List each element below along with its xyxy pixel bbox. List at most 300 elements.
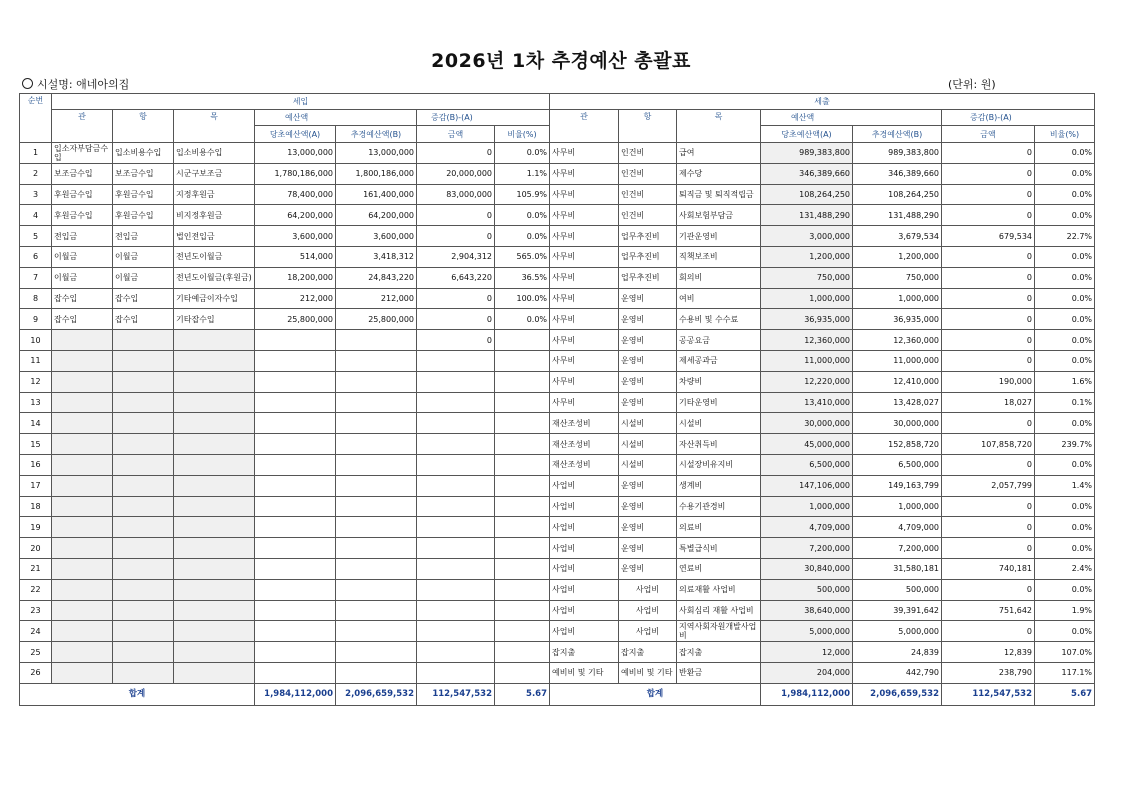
cell-in-mok: 입소비용수입 bbox=[174, 143, 255, 164]
cell-in-hang: 잡수입 bbox=[113, 309, 174, 330]
cell-in-revised bbox=[336, 434, 417, 455]
cell-out-amount: 0 bbox=[942, 538, 1035, 559]
cell-in-gwan bbox=[52, 600, 113, 621]
cell-out-gwan: 사무비 bbox=[550, 226, 619, 247]
table-row bbox=[20, 288, 1095, 309]
cell-in-initial: 25,800,000 bbox=[255, 309, 336, 330]
cell-out-gwan: 사무비 bbox=[550, 267, 619, 288]
cell-out-gwan: 사무비 bbox=[550, 350, 619, 371]
table-row bbox=[20, 538, 1095, 559]
cell-out-amount: 190,000 bbox=[942, 371, 1035, 392]
cell-seq: 14 bbox=[20, 413, 52, 434]
cell-in-hang bbox=[113, 434, 174, 455]
cell-in-revised bbox=[336, 413, 417, 434]
cell-in-gwan bbox=[52, 413, 113, 434]
cell-seq: 5 bbox=[20, 226, 52, 247]
cell-in-ratio: 0.0% bbox=[495, 143, 550, 164]
cell-out-initial: 1,000,000 bbox=[761, 496, 853, 517]
cell-out-ratio: 1.4% bbox=[1035, 475, 1095, 496]
cell-out-hang: 시설비 bbox=[619, 413, 677, 434]
cell-out-revised: 108,264,250 bbox=[853, 184, 942, 205]
cell-out-ratio: 0.0% bbox=[1035, 246, 1095, 267]
table-row bbox=[20, 205, 1095, 226]
cell-out-hang: 사업비 bbox=[619, 579, 677, 600]
cell-in-gwan bbox=[52, 350, 113, 371]
cell-out-amount: 0 bbox=[942, 288, 1035, 309]
cell-out-gwan: 잡지출 bbox=[550, 642, 619, 663]
cell-out-mok: 의료비 bbox=[677, 517, 761, 538]
cell-in-revised: 212,000 bbox=[336, 288, 417, 309]
cell-out-initial: 989,383,800 bbox=[761, 143, 853, 164]
cell-out-ratio: 22.7% bbox=[1035, 226, 1095, 247]
cell-seq: 10 bbox=[20, 330, 52, 351]
cell-out-hang: 인건비 bbox=[619, 205, 677, 226]
cell-in-hang: 입소비용수입 bbox=[113, 143, 174, 164]
header-in-gwan: 관 bbox=[52, 110, 113, 143]
cell-in-hang bbox=[113, 579, 174, 600]
cell-out-hang: 업무추진비 bbox=[619, 267, 677, 288]
header-out-gwan: 관 bbox=[550, 110, 619, 143]
cell-in-hang bbox=[113, 558, 174, 579]
cell-out-mok: 시설비 bbox=[677, 413, 761, 434]
cell-seq: 6 bbox=[20, 246, 52, 267]
cell-seq: 8 bbox=[20, 288, 52, 309]
cell-seq: 18 bbox=[20, 496, 52, 517]
cell-in-ratio: 100.0% bbox=[495, 288, 550, 309]
header-row-1 bbox=[20, 94, 1095, 110]
cell-out-revised: 3,679,534 bbox=[853, 226, 942, 247]
cell-in-hang: 후원금수입 bbox=[113, 205, 174, 226]
cell-out-amount: 0 bbox=[942, 579, 1035, 600]
cell-in-gwan bbox=[52, 475, 113, 496]
cell-in-ratio bbox=[495, 579, 550, 600]
cell-out-gwan: 사업비 bbox=[550, 538, 619, 559]
cell-out-gwan: 사무비 bbox=[550, 143, 619, 164]
cell-in-mok bbox=[174, 642, 255, 663]
cell-in-gwan: 이월금 bbox=[52, 246, 113, 267]
cell-out-amount: 0 bbox=[942, 143, 1035, 164]
cell-out-mok: 차량비 bbox=[677, 371, 761, 392]
cell-in-amount: 0 bbox=[417, 143, 495, 164]
cell-seq: 24 bbox=[20, 621, 52, 642]
cell-in-hang: 이월금 bbox=[113, 267, 174, 288]
cell-in-mok bbox=[174, 392, 255, 413]
cell-in-ratio bbox=[495, 350, 550, 371]
cell-out-revised: 346,389,660 bbox=[853, 163, 942, 184]
cell-out-ratio: 0.0% bbox=[1035, 350, 1095, 371]
cell-out-hang: 운영비 bbox=[619, 309, 677, 330]
cell-out-gwan: 사업비 bbox=[550, 517, 619, 538]
cell-out-ratio: 1.9% bbox=[1035, 600, 1095, 621]
cell-in-mok: 비지정후원금 bbox=[174, 205, 255, 226]
cell-out-initial: 13,410,000 bbox=[761, 392, 853, 413]
cell-out-amount: 0 bbox=[942, 246, 1035, 267]
cell-in-ratio bbox=[495, 475, 550, 496]
cell-out-ratio: 0.0% bbox=[1035, 163, 1095, 184]
cell-in-ratio bbox=[495, 538, 550, 559]
cell-in-revised: 13,000,000 bbox=[336, 143, 417, 164]
cell-out-amount: 0 bbox=[942, 163, 1035, 184]
cell-in-amount bbox=[417, 496, 495, 517]
cell-in-initial bbox=[255, 600, 336, 621]
table-row bbox=[20, 371, 1095, 392]
cell-out-revised: 7,200,000 bbox=[853, 538, 942, 559]
table-row bbox=[20, 496, 1095, 517]
cell-out-ratio: 2.4% bbox=[1035, 558, 1095, 579]
cell-out-amount: 0 bbox=[942, 496, 1035, 517]
cell-in-revised bbox=[336, 392, 417, 413]
cell-in-amount bbox=[417, 579, 495, 600]
cell-out-gwan: 사무비 bbox=[550, 163, 619, 184]
cell-in-revised bbox=[336, 662, 417, 683]
header-out-amount: 금액 bbox=[942, 126, 1035, 143]
cell-out-amount: 107,858,720 bbox=[942, 434, 1035, 455]
cell-out-ratio: 0.0% bbox=[1035, 330, 1095, 351]
table-row bbox=[20, 267, 1095, 288]
cell-in-amount bbox=[417, 371, 495, 392]
cell-out-initial: 38,640,000 bbox=[761, 600, 853, 621]
cell-out-amount: 0 bbox=[942, 621, 1035, 642]
cell-seq: 7 bbox=[20, 267, 52, 288]
cell-out-gwan: 사무비 bbox=[550, 309, 619, 330]
table-row bbox=[20, 579, 1095, 600]
cell-in-gwan: 후원금수입 bbox=[52, 184, 113, 205]
cell-out-hang: 사업비 bbox=[619, 600, 677, 621]
cell-out-initial: 5,000,000 bbox=[761, 621, 853, 642]
cell-in-initial bbox=[255, 496, 336, 517]
cell-in-initial bbox=[255, 371, 336, 392]
cell-out-gwan: 예비비 및 기타 bbox=[550, 662, 619, 683]
cell-in-revised bbox=[336, 496, 417, 517]
header-in-initial: 당초예산액(A) bbox=[255, 126, 336, 143]
header-expense: 세출 bbox=[550, 94, 1095, 110]
cell-out-hang: 운영비 bbox=[619, 330, 677, 351]
table-row bbox=[20, 558, 1095, 579]
cell-out-hang: 시설비 bbox=[619, 454, 677, 475]
cell-out-revised: 131,488,290 bbox=[853, 205, 942, 226]
cell-out-gwan: 사무비 bbox=[550, 184, 619, 205]
cell-in-revised bbox=[336, 538, 417, 559]
cell-in-amount bbox=[417, 392, 495, 413]
cell-out-ratio: 0.0% bbox=[1035, 309, 1095, 330]
cell-in-revised: 25,800,000 bbox=[336, 309, 417, 330]
cell-in-mok: 기타예금이자수입 bbox=[174, 288, 255, 309]
cell-out-gwan: 사무비 bbox=[550, 371, 619, 392]
cell-in-initial bbox=[255, 475, 336, 496]
total-row bbox=[20, 683, 1095, 705]
cell-in-initial bbox=[255, 392, 336, 413]
cell-in-hang: 보조금수입 bbox=[113, 163, 174, 184]
cell-out-revised: 4,709,000 bbox=[853, 517, 942, 538]
cell-in-ratio bbox=[495, 371, 550, 392]
cell-in-amount bbox=[417, 434, 495, 455]
cell-in-ratio bbox=[495, 454, 550, 475]
budget-table bbox=[19, 93, 1095, 706]
cell-in-gwan: 잡수입 bbox=[52, 288, 113, 309]
cell-out-revised: 11,000,000 bbox=[853, 350, 942, 371]
cell-out-ratio: 0.0% bbox=[1035, 413, 1095, 434]
cell-seq: 2 bbox=[20, 163, 52, 184]
cell-in-mok bbox=[174, 330, 255, 351]
total-out-value: 112,547,532 bbox=[942, 683, 1035, 705]
table-row bbox=[20, 434, 1095, 455]
cell-in-ratio: 565.0% bbox=[495, 246, 550, 267]
header-in-hang: 항 bbox=[113, 110, 174, 143]
cell-out-hang: 업무추진비 bbox=[619, 246, 677, 267]
cell-out-amount: 0 bbox=[942, 330, 1035, 351]
cell-out-mok: 연료비 bbox=[677, 558, 761, 579]
cell-out-amount: 740,181 bbox=[942, 558, 1035, 579]
cell-out-initial: 6,500,000 bbox=[761, 454, 853, 475]
cell-in-gwan: 전입금 bbox=[52, 226, 113, 247]
cell-in-amount: 2,904,312 bbox=[417, 246, 495, 267]
cell-out-initial: 147,106,000 bbox=[761, 475, 853, 496]
cell-in-hang bbox=[113, 662, 174, 683]
cell-out-initial: 7,200,000 bbox=[761, 538, 853, 559]
cell-out-revised: 31,580,181 bbox=[853, 558, 942, 579]
facility-label: 시설명: 애네아의집 bbox=[37, 78, 130, 91]
cell-out-hang: 인건비 bbox=[619, 184, 677, 205]
cell-in-initial bbox=[255, 621, 336, 642]
cell-out-revised: 1,000,000 bbox=[853, 496, 942, 517]
cell-in-hang bbox=[113, 392, 174, 413]
cell-out-mok: 수용비 및 수수료 bbox=[677, 309, 761, 330]
cell-out-initial: 12,360,000 bbox=[761, 330, 853, 351]
cell-out-revised: 1,000,000 bbox=[853, 288, 942, 309]
cell-out-gwan: 재산조성비 bbox=[550, 454, 619, 475]
cell-in-mok: 기타잡수입 bbox=[174, 309, 255, 330]
cell-out-gwan: 사무비 bbox=[550, 246, 619, 267]
cell-out-revised: 442,790 bbox=[853, 662, 942, 683]
cell-in-mok bbox=[174, 579, 255, 600]
cell-out-mok: 지역사회자원개발사업비 bbox=[677, 621, 761, 642]
cell-out-amount: 679,534 bbox=[942, 226, 1035, 247]
total-label-expense: 합계 bbox=[550, 683, 761, 705]
cell-in-gwan bbox=[52, 538, 113, 559]
cell-in-initial: 3,600,000 bbox=[255, 226, 336, 247]
cell-in-revised: 1,800,186,000 bbox=[336, 163, 417, 184]
cell-out-hang: 운영비 bbox=[619, 350, 677, 371]
cell-in-hang bbox=[113, 454, 174, 475]
cell-out-amount: 0 bbox=[942, 350, 1035, 371]
cell-out-hang: 예비비 및 기타 bbox=[619, 662, 677, 683]
cell-out-hang: 운영비 bbox=[619, 496, 677, 517]
table-row bbox=[20, 309, 1095, 330]
cell-in-amount bbox=[417, 621, 495, 642]
cell-in-revised bbox=[336, 350, 417, 371]
cell-out-mok: 의료재활 사업비 bbox=[677, 579, 761, 600]
cell-in-revised bbox=[336, 600, 417, 621]
cell-out-amount: 0 bbox=[942, 267, 1035, 288]
cell-out-mok: 시설장비유지비 bbox=[677, 454, 761, 475]
cell-out-ratio: 1.6% bbox=[1035, 371, 1095, 392]
cell-in-initial: 64,200,000 bbox=[255, 205, 336, 226]
cell-out-initial: 1,000,000 bbox=[761, 288, 853, 309]
cell-in-mok bbox=[174, 600, 255, 621]
cell-in-gwan bbox=[52, 642, 113, 663]
table-row bbox=[20, 226, 1095, 247]
cell-out-amount: 0 bbox=[942, 413, 1035, 434]
cell-in-ratio bbox=[495, 621, 550, 642]
cell-in-ratio bbox=[495, 496, 550, 517]
total-out-value: 2,096,659,532 bbox=[853, 683, 942, 705]
cell-in-mok: 시군구보조금 bbox=[174, 163, 255, 184]
cell-out-hang: 운영비 bbox=[619, 371, 677, 392]
cell-out-hang: 운영비 bbox=[619, 538, 677, 559]
cell-out-initial: 1,200,000 bbox=[761, 246, 853, 267]
cell-out-gwan: 사업비 bbox=[550, 621, 619, 642]
cell-in-revised: 161,400,000 bbox=[336, 184, 417, 205]
table-row bbox=[20, 454, 1095, 475]
cell-in-initial bbox=[255, 330, 336, 351]
cell-in-initial bbox=[255, 579, 336, 600]
cell-seq: 4 bbox=[20, 205, 52, 226]
cell-in-gwan: 후원금수입 bbox=[52, 205, 113, 226]
cell-out-amount: 0 bbox=[942, 205, 1035, 226]
cell-in-hang bbox=[113, 642, 174, 663]
cell-out-gwan: 사업비 bbox=[550, 579, 619, 600]
cell-out-initial: 45,000,000 bbox=[761, 434, 853, 455]
budget-table-body bbox=[20, 94, 1095, 706]
total-in-value: 1,984,112,000 bbox=[255, 683, 336, 705]
cell-in-initial bbox=[255, 642, 336, 663]
cell-in-ratio bbox=[495, 662, 550, 683]
cell-in-ratio bbox=[495, 517, 550, 538]
cell-in-mok: 전년도이월금(후원금) bbox=[174, 267, 255, 288]
cell-in-amount: 6,643,220 bbox=[417, 267, 495, 288]
cell-seq: 12 bbox=[20, 371, 52, 392]
cell-in-initial bbox=[255, 517, 336, 538]
header-income: 세입 bbox=[52, 94, 550, 110]
cell-in-initial bbox=[255, 350, 336, 371]
cell-in-gwan: 보조금수입 bbox=[52, 163, 113, 184]
cell-out-amount: 238,790 bbox=[942, 662, 1035, 683]
cell-in-initial bbox=[255, 538, 336, 559]
cell-out-gwan: 사무비 bbox=[550, 205, 619, 226]
cell-in-initial: 212,000 bbox=[255, 288, 336, 309]
cell-seq: 26 bbox=[20, 662, 52, 683]
cell-in-mok bbox=[174, 538, 255, 559]
cell-out-initial: 3,000,000 bbox=[761, 226, 853, 247]
total-out-value: 5.67 bbox=[1035, 683, 1095, 705]
cell-out-mok: 특별급식비 bbox=[677, 538, 761, 559]
cell-in-hang: 전입금 bbox=[113, 226, 174, 247]
cell-out-revised: 12,410,000 bbox=[853, 371, 942, 392]
cell-out-initial: 750,000 bbox=[761, 267, 853, 288]
cell-in-gwan bbox=[52, 392, 113, 413]
table-row bbox=[20, 517, 1095, 538]
header-out-revised: 추경예산액(B) bbox=[853, 126, 942, 143]
cell-seq: 13 bbox=[20, 392, 52, 413]
cell-in-mok bbox=[174, 517, 255, 538]
cell-in-amount: 0 bbox=[417, 330, 495, 351]
cell-out-revised: 30,000,000 bbox=[853, 413, 942, 434]
cell-in-amount: 0 bbox=[417, 226, 495, 247]
cell-out-hang: 운영비 bbox=[619, 517, 677, 538]
cell-in-revised bbox=[336, 330, 417, 351]
cell-out-revised: 149,163,799 bbox=[853, 475, 942, 496]
cell-seq: 9 bbox=[20, 309, 52, 330]
total-in-value: 5.67 bbox=[495, 683, 550, 705]
cell-out-mok: 퇴직금 및 퇴직적립금 bbox=[677, 184, 761, 205]
header-row-2 bbox=[20, 110, 1095, 126]
cell-in-amount bbox=[417, 662, 495, 683]
cell-out-amount: 2,057,799 bbox=[942, 475, 1035, 496]
cell-seq: 25 bbox=[20, 642, 52, 663]
cell-in-ratio: 105.9% bbox=[495, 184, 550, 205]
cell-in-mok: 전년도이월금 bbox=[174, 246, 255, 267]
header-out-ratio: 비율(%) bbox=[1035, 126, 1095, 143]
cell-out-amount: 0 bbox=[942, 309, 1035, 330]
cell-out-gwan: 사업비 bbox=[550, 558, 619, 579]
cell-out-ratio: 0.0% bbox=[1035, 205, 1095, 226]
cell-in-revised: 3,600,000 bbox=[336, 226, 417, 247]
cell-out-mok: 여비 bbox=[677, 288, 761, 309]
cell-out-mok: 생계비 bbox=[677, 475, 761, 496]
table-row bbox=[20, 413, 1095, 434]
cell-in-gwan bbox=[52, 330, 113, 351]
table-row bbox=[20, 350, 1095, 371]
cell-in-hang: 이월금 bbox=[113, 246, 174, 267]
cell-in-ratio bbox=[495, 330, 550, 351]
header-seq: 순번 bbox=[20, 94, 52, 143]
cell-in-mok: 법인전입금 bbox=[174, 226, 255, 247]
cell-in-ratio: 1.1% bbox=[495, 163, 550, 184]
cell-in-revised bbox=[336, 454, 417, 475]
cell-in-revised bbox=[336, 475, 417, 496]
cell-in-initial: 13,000,000 bbox=[255, 143, 336, 164]
cell-in-gwan bbox=[52, 558, 113, 579]
cell-in-amount bbox=[417, 538, 495, 559]
cell-out-hang: 운영비 bbox=[619, 392, 677, 413]
cell-out-initial: 204,000 bbox=[761, 662, 853, 683]
cell-out-mok: 잡지출 bbox=[677, 642, 761, 663]
cell-in-initial bbox=[255, 434, 336, 455]
cell-in-gwan bbox=[52, 662, 113, 683]
cell-out-amount: 0 bbox=[942, 454, 1035, 475]
circle-bullet-icon bbox=[22, 78, 33, 89]
cell-in-gwan bbox=[52, 434, 113, 455]
cell-out-gwan: 사업비 bbox=[550, 496, 619, 517]
cell-out-ratio: 0.0% bbox=[1035, 288, 1095, 309]
cell-out-hang: 운영비 bbox=[619, 288, 677, 309]
cell-in-amount bbox=[417, 600, 495, 621]
cell-out-mok: 직책보조비 bbox=[677, 246, 761, 267]
table-row bbox=[20, 143, 1095, 164]
cell-in-amount bbox=[417, 558, 495, 579]
cell-out-revised: 750,000 bbox=[853, 267, 942, 288]
cell-out-ratio: 0.0% bbox=[1035, 517, 1095, 538]
cell-out-ratio: 0.1% bbox=[1035, 392, 1095, 413]
cell-out-mok: 자산취득비 bbox=[677, 434, 761, 455]
cell-out-ratio: 0.0% bbox=[1035, 538, 1095, 559]
cell-out-initial: 36,935,000 bbox=[761, 309, 853, 330]
cell-in-mok bbox=[174, 662, 255, 683]
cell-in-gwan bbox=[52, 579, 113, 600]
cell-seq: 3 bbox=[20, 184, 52, 205]
header-out-mok: 목 bbox=[677, 110, 761, 143]
cell-out-hang: 운영비 bbox=[619, 475, 677, 496]
cell-in-mok bbox=[174, 475, 255, 496]
header-out-budget: 예산액 bbox=[761, 110, 942, 126]
cell-out-hang: 업무추진비 bbox=[619, 226, 677, 247]
cell-seq: 21 bbox=[20, 558, 52, 579]
table-row bbox=[20, 642, 1095, 663]
cell-in-initial bbox=[255, 662, 336, 683]
cell-out-initial: 500,000 bbox=[761, 579, 853, 600]
cell-out-initial: 11,000,000 bbox=[761, 350, 853, 371]
header-out-hang: 항 bbox=[619, 110, 677, 143]
